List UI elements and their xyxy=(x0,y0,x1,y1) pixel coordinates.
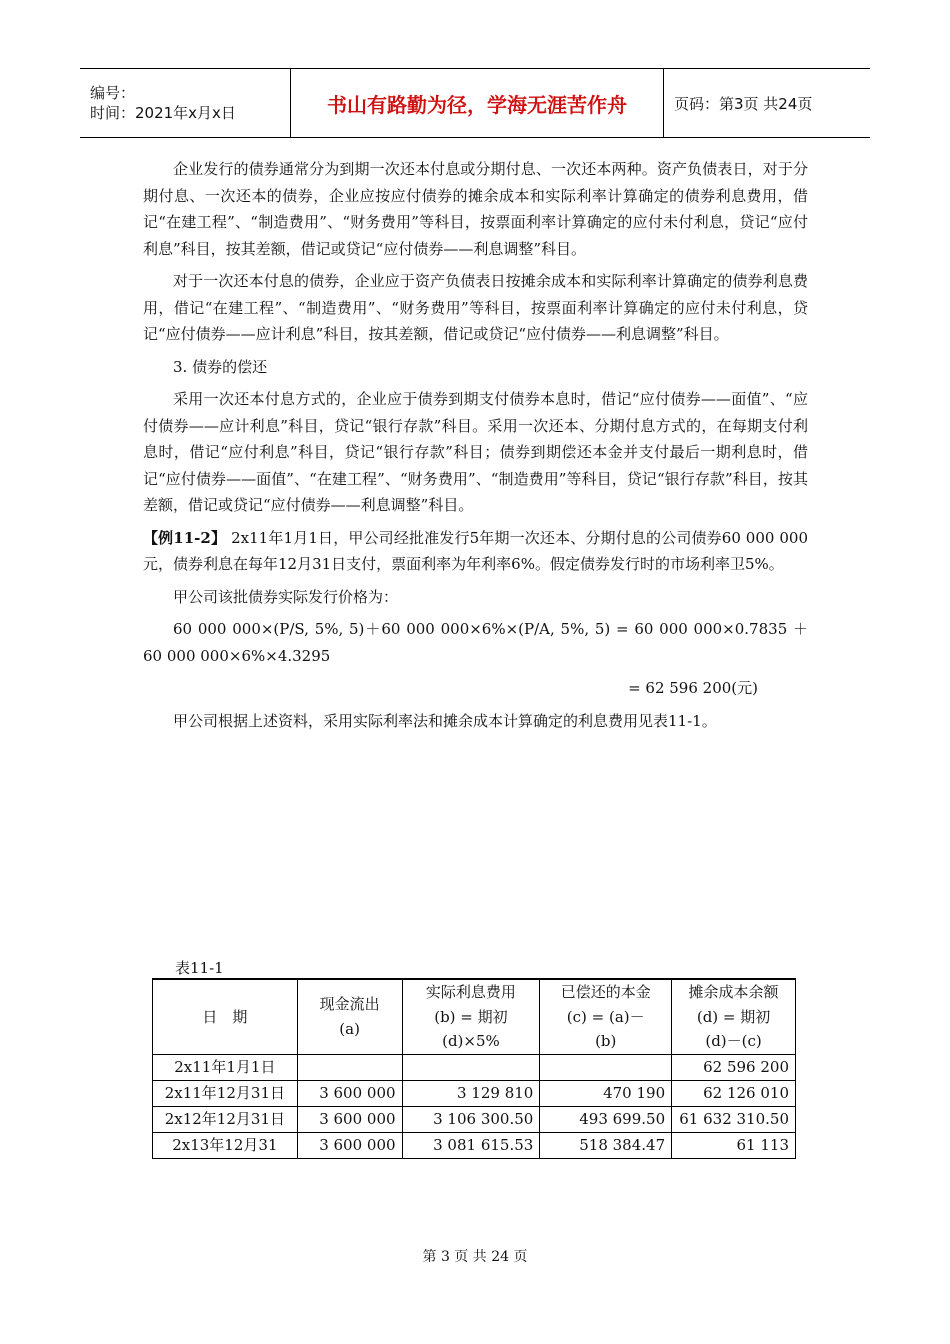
header-motto xyxy=(291,69,664,137)
calc-note: 甲公司根据上述资料，采用实际利率法和摊余成本计算确定的利息费用见表11-1。 xyxy=(173,711,717,730)
cell-amortized-cost: 62 126 010 xyxy=(672,1080,796,1106)
paragraph-one-time-repayment: 对于一次还本付息的债券，企业应于资产负债表日按摊余成本和实际利率计算确定的债券利息费用，借记“在建工程”、“制造费用”、“财务费用”等科目，按票面利率计算确定的应付未付利息，贷记“应付债券——应计利息”科目，按其差额，借记或贷记“应付债券——利息调整”科目。 xyxy=(143,272,808,343)
cell-interest-expense: 3 081 615.53 xyxy=(402,1132,540,1158)
example-label: 【例11-2】 xyxy=(143,528,227,547)
cell-amortized-cost: 61 632 310.50 xyxy=(672,1106,796,1132)
cell-cash-outflow: 3 600 000 xyxy=(297,1106,402,1132)
cell-principal-repaid: 493 699.50 xyxy=(540,1106,672,1132)
header-date: 日 期 xyxy=(153,979,298,1054)
cell-cash-outflow xyxy=(297,1054,402,1080)
interest-schedule-table xyxy=(152,978,796,1159)
cell-principal-repaid xyxy=(540,1054,672,1080)
header-principal-repaid: 已偿还的本金 (c) = (a)－ (b) xyxy=(540,979,672,1054)
cell-date: 2x11年1月1日 xyxy=(153,1054,298,1080)
calc-result: = 62 596 200(元) xyxy=(628,679,758,697)
table-row xyxy=(153,1132,796,1158)
document-number-label: 编号： xyxy=(90,84,136,102)
cell-interest-expense: 3 106 300.50 xyxy=(402,1106,540,1132)
paragraph-repayment: 采用一次还本付息方式的，企业应于债券到期支付债券本息时，借记“应付债券——面值”、“应付债券——应计利息”科目，贷记“银行存款”科目。采用一次还本、分期付息方式的，在每期支付利息时，借记“应付利息”科目，贷记“银行存款”科目；债券到期偿还本金并支付最后一期利息时，借记“应付债券——面值”、“在建工程”、“财务费用”、“制造费用”等科目，贷记“银行存款”科目，按其差额，借记或贷记“应付债券——利息调整”科目。 xyxy=(143,390,808,514)
cell-date: 2x13年12月31 xyxy=(153,1132,298,1158)
calc-formula: 60 000 000×(P/S, 5%, 5)＋60 000 000×6%×(P/A, 5%, 5) = 60 000 000×0.7835 ＋60 000 000×6%×4.3295 xyxy=(143,620,808,665)
table-row xyxy=(153,1080,796,1106)
paragraph-example xyxy=(143,525,808,578)
header-cash-outflow: 现金流出 (a) xyxy=(297,979,402,1054)
page-header xyxy=(80,68,870,138)
calc-intro: 甲公司该批债券实际发行价格为： xyxy=(173,587,399,606)
document-body xyxy=(143,156,808,740)
cell-cash-outflow: 3 600 000 xyxy=(297,1080,402,1106)
cell-amortized-cost: 61 113 xyxy=(672,1132,796,1158)
header-amortized-cost: 摊余成本余额 (d) = 期初 (d)－(c) xyxy=(672,979,796,1054)
cell-cash-outflow: 3 600 000 xyxy=(297,1132,402,1158)
cell-principal-repaid: 470 190 xyxy=(540,1080,672,1106)
document-date-label: 时间：2021年x月x日 xyxy=(90,104,236,122)
cell-date: 2x12年12月31日 xyxy=(153,1106,298,1132)
header-interest-expense: 实际利息费用 (b) = 期初 (d)×5% xyxy=(402,979,540,1054)
paragraph-issuance: 企业发行的债券通常分为到期一次还本付息或分期付息、一次还本两种。资产负债表日，对于分期付息、一次还本的债券，企业应按应付债券的摊余成本和实际利率计算确定的债券利息费用，借记“在建工程”、“制造费用”、“财务费用”等科目，按票面利率计算确定的应付未付利息，贷记“应付利息”科目，按其差额，借记或贷记“应付债券——利息调整”科目。 xyxy=(143,160,808,258)
example-text: 2x11年1月1日，甲公司经批准发行5年期一次还本、分期付息的公司债券60 000 000元，债券利息在每年12月31日支付，票面利率为年利率6%。假定债券发行时的市场利率卫5%。 xyxy=(143,528,808,573)
page-number-label: 页码：第3页 共24页 xyxy=(674,94,813,113)
section-heading-repayment: 3. 债券的偿还 xyxy=(173,357,268,376)
page-footer: 第 3 页 共 24 页 xyxy=(422,1249,528,1265)
table-caption: 表11-1 xyxy=(175,959,224,977)
cell-principal-repaid: 518 384.47 xyxy=(540,1132,672,1158)
table-row xyxy=(153,1054,796,1080)
header-page-info xyxy=(664,69,870,137)
cell-interest-expense xyxy=(402,1054,540,1080)
cell-amortized-cost: 62 596 200 xyxy=(672,1054,796,1080)
table-row xyxy=(153,1106,796,1132)
header-meta xyxy=(80,69,291,137)
cell-interest-expense: 3 129 810 xyxy=(402,1080,540,1106)
motto-text: 书山有路勤为径，学海无涯苦作舟 xyxy=(327,92,627,117)
table-header-row xyxy=(153,979,796,1054)
cell-date: 2x11年12月31日 xyxy=(153,1080,298,1106)
